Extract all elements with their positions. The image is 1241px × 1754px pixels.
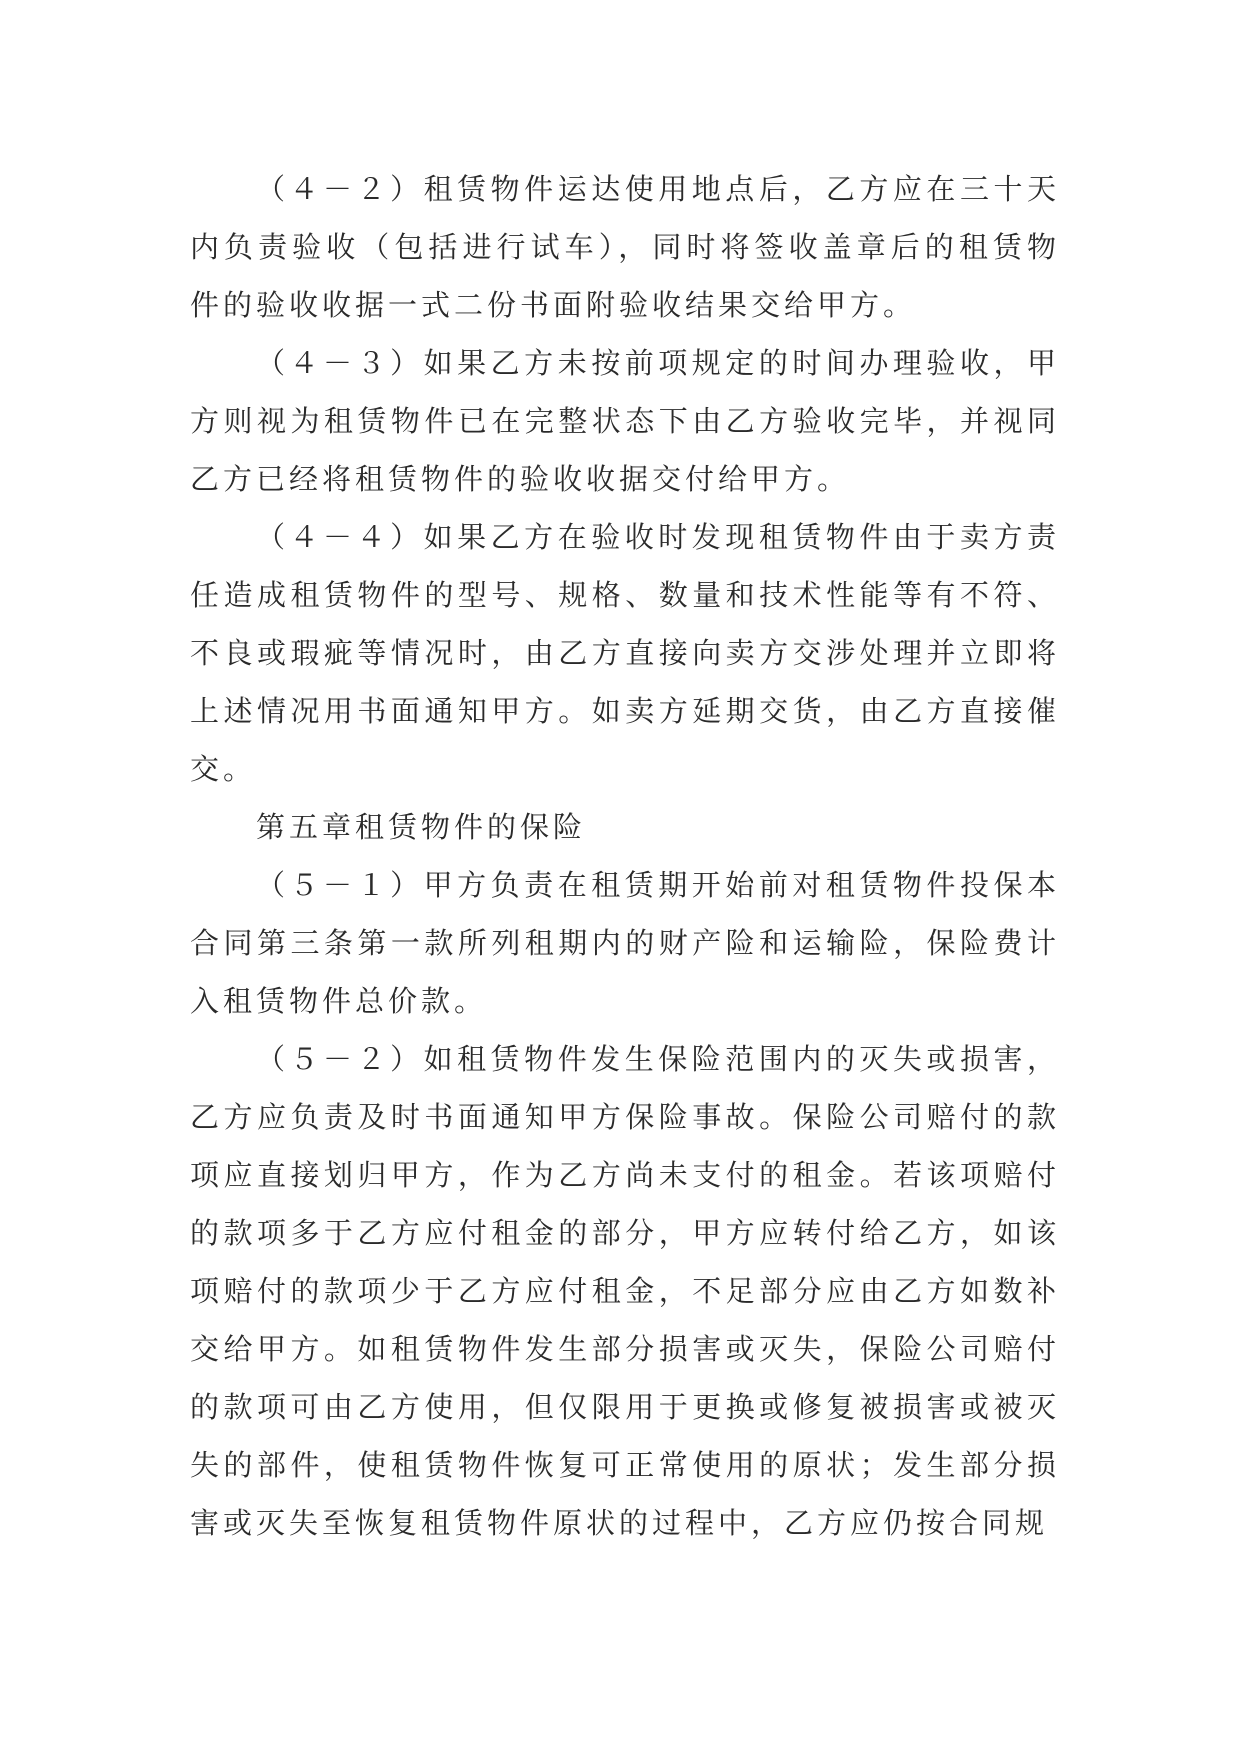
clause-5-1: （５－１）甲方负责在租赁期开始前对租赁物件投保本合同第三条第一款所列租期内的财产险和运输险，保险费计入租赁物件总价款。 [190, 868, 1060, 1018]
clause-4-3: （４－３）如果乙方未按前项规定的时间办理验收，甲方则视为租赁物件已在完整状态下由乙方验收完毕，并视同乙方已经将租赁物件的验收收据交付给甲方。 [190, 346, 1060, 496]
clause-4-4: （４－４）如果乙方在验收时发现租赁物件由于卖方责任造成租赁物件的型号、规格、数量和技术性能等有不符、不良或瑕疵等情况时，由乙方直接向卖方交涉处理并立即将上述情况用书面通知甲方。如卖方延期交货，由乙方直接催交。 [190, 520, 1060, 786]
clause-4-2: （４－２）租赁物件运达使用地点后，乙方应在三十天内负责验收（包括进行试车），同时将签收盖章后的租赁物件的验收收据一式二份书面附验收结果交给甲方。 [190, 172, 1060, 322]
chapter-5-heading: 第五章租赁物件的保险 [256, 810, 587, 844]
clause-5-2: （５－２）如租赁物件发生保险范围内的灭失或损害，乙方应负责及时书面通知甲方保险事故。保险公司赔付的款项应直接划归甲方，作为乙方尚未支付的租金。若该项赔付的款项多于乙方应付租金的部分，甲方应转付给乙方，如该项赔付的款项少于乙方应付租金，不足部分应由乙方如数补交给甲方。如租赁物件发生部分损害或灭失，保险公司赔付的款项可由乙方使用，但仅限用于更换或修复被损害或被灭失的部件，使租赁物件恢复可正常使用的原状；发生部分损害或灭失至恢复租赁物件原状的过程中，乙方应仍按合同规 [190, 1042, 1060, 1540]
document-body [190, 160, 1060, 1552]
